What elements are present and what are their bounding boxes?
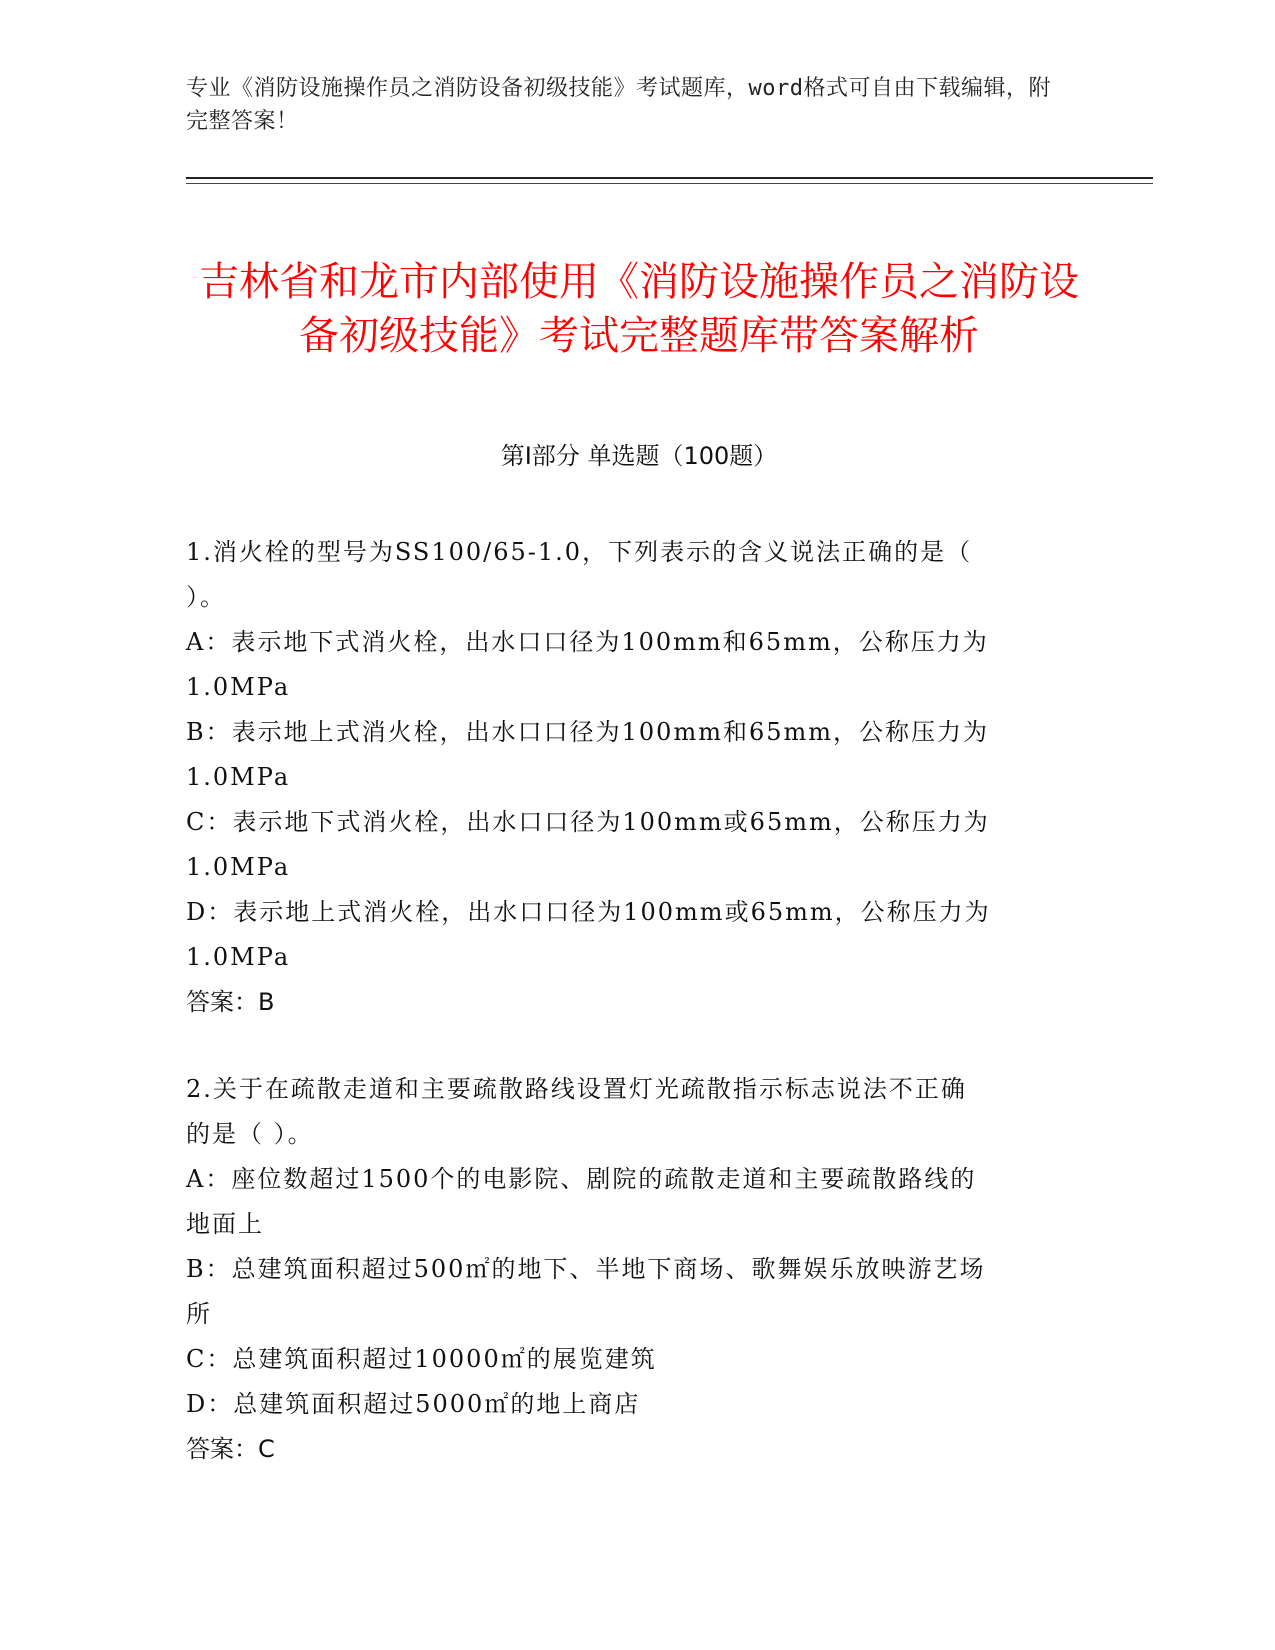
- section-heading: 第Ⅰ部分 单选题（100题）: [500, 442, 778, 470]
- option-line: C：总建筑面积超过10000㎡的展览建筑: [186, 1345, 657, 1373]
- option-line: A：座位数超过1500个的电影院、剧院的疏散走道和主要疏散路线的: [186, 1165, 977, 1193]
- question-stem-line: ）。: [186, 583, 226, 611]
- option-line: 1.0MPa: [186, 853, 291, 881]
- option-line: D：总建筑面积超过5000㎡的地上商店: [186, 1390, 641, 1418]
- option-line: C：表示地下式消火栓，出水口口径为100mm或65mm，公称压力为: [186, 808, 990, 836]
- document-title: 吉林省和龙市内部使用《消防设施操作员之消防设备初级技能》考试完整题库带答案解析: [199, 258, 1079, 359]
- question-2: [186, 1067, 1066, 1472]
- header-divider-thick: [186, 177, 1153, 179]
- question-stem-line: 2.关于在疏散走道和主要疏散路线设置灯光疏散指示标志说法不正确: [186, 1075, 967, 1103]
- option-line: D：表示地上式消火栓，出水口口径为100mm或65mm，公称压力为: [186, 898, 991, 926]
- option-line: B：表示地上式消火栓，出水口口径为100mm和65mm，公称压力为: [186, 718, 990, 746]
- answer-label: 答案：B: [186, 988, 275, 1016]
- option-line: 所: [186, 1300, 212, 1328]
- option-line: 1.0MPa: [186, 943, 291, 971]
- answer-label: 答案：C: [186, 1435, 275, 1463]
- question-stem-line: 的是（ ）。: [186, 1120, 314, 1148]
- question-1: [186, 530, 1066, 1025]
- option-line: 地面上: [186, 1210, 264, 1238]
- option-line: A：表示地下式消火栓，出水口口径为100mm和65mm，公称压力为: [186, 628, 989, 656]
- header-note: 专业《消防设施操作员之消防设备初级技能》考试题库，word格式可自由下载编辑，附完整答案！: [186, 76, 1051, 134]
- question-list: [186, 530, 1066, 1514]
- option-line: 1.0MPa: [186, 673, 291, 701]
- question-stem-line: 1.消火栓的型号为SS100/65-1.0，下列表示的含义说法正确的是（: [186, 538, 973, 566]
- header-divider-thin: [186, 183, 1153, 184]
- option-line: B：总建筑面积超过500㎡的地下、半地下商场、歌舞娱乐放映游艺场: [186, 1255, 986, 1283]
- option-line: 1.0MPa: [186, 763, 291, 791]
